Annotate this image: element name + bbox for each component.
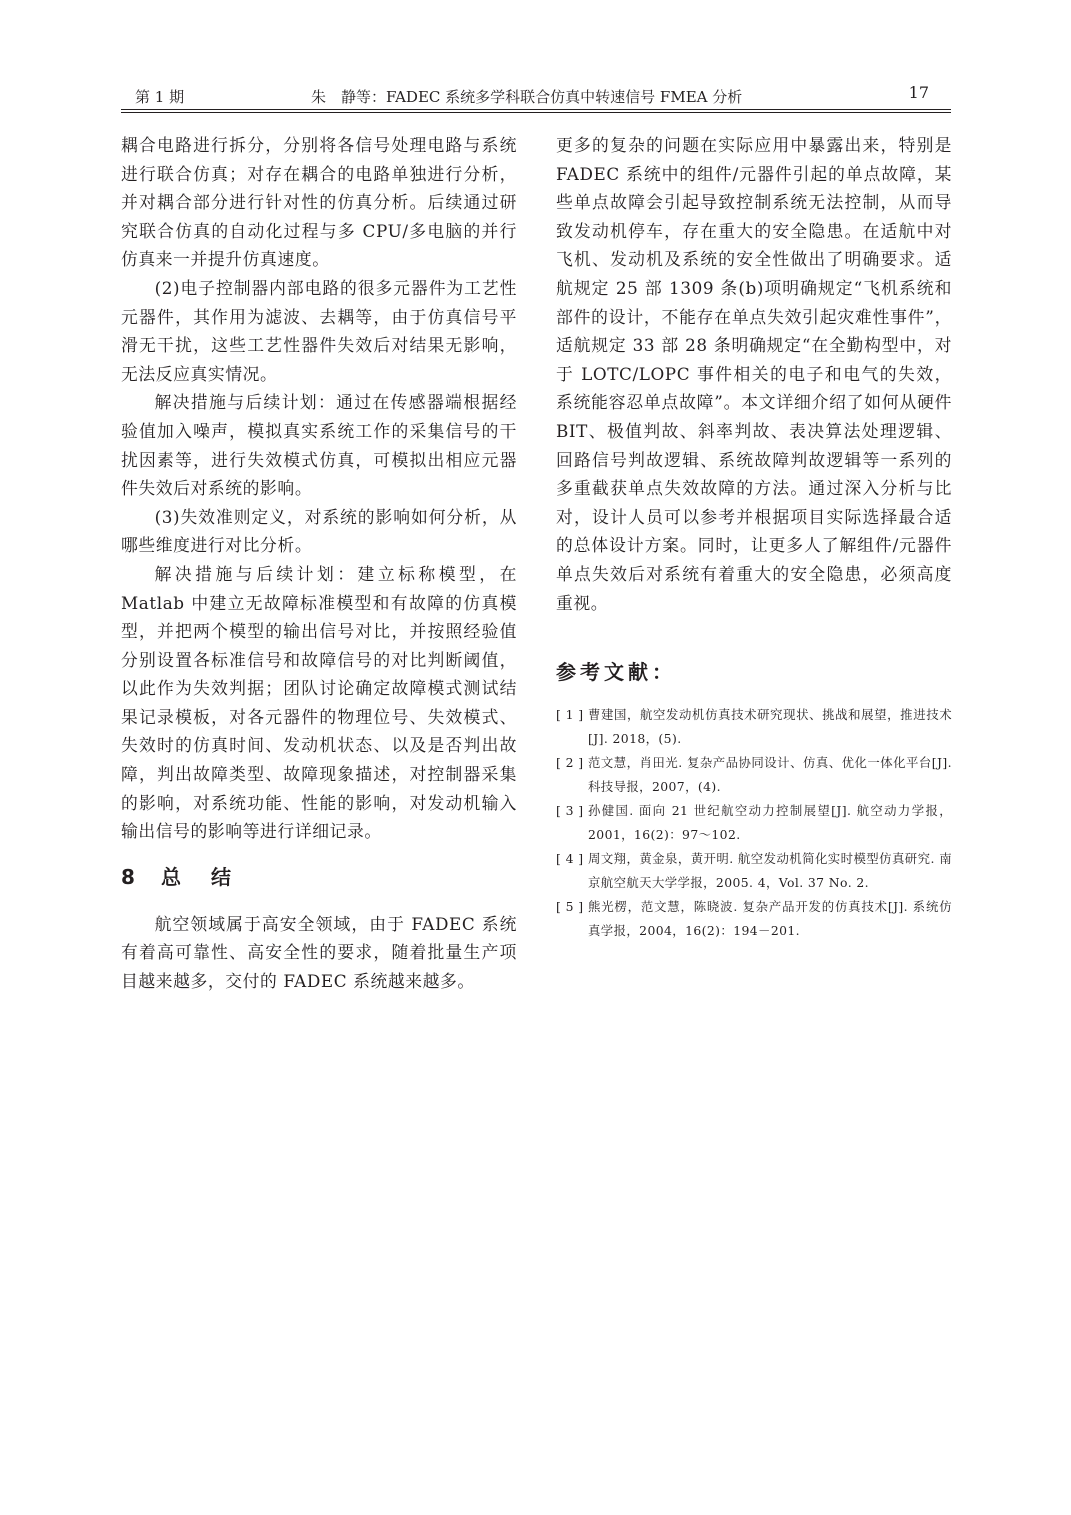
reference-item [556, 895, 952, 943]
body-paragraph: 航空领域属于高安全领域，由于 FADEC 系统有着高可靠性、高安全性的要求，随着批量生产项目越来越多，交付的 FADEC 系统越来越多。 [121, 913, 517, 992]
reference-list [556, 703, 952, 943]
references-heading: 参考文献： [556, 660, 676, 685]
reference-item [556, 751, 952, 799]
reference-item [556, 847, 952, 895]
reference-text: 周文翔，黄金泉，黄开明. 航空发动机简化实时模型仿真研究. 南京航空航天大学学报，2005. 4，Vol. 37 No. 2. [588, 851, 952, 891]
reference-text: 范文慧，肖田光. 复杂产品协同设计、仿真、优化一体化平台[J]. 科技导报，2007，(4). [588, 755, 952, 795]
reference-number: [ 3 ] [556, 803, 584, 819]
reference-item [556, 703, 952, 751]
body-paragraph: 耦合电路进行拆分，分别将各信号处理电路与系统进行联合仿真；对存在耦合的电路单独进行分析，并对耦合部分进行针对性的仿真分析。后续通过研究联合仿真的自动化过程与多 CPU/多电脑的并行仿真来一并提升仿真速度。 [121, 135, 517, 270]
reference-text: 熊光楞，范文慧，陈晓波. 复杂产品开发的仿真技术[J]. 系统仿真学报，2004，16(2)：194－201. [588, 899, 952, 939]
running-title: 朱 静等：FADEC 系统多学科联合仿真中转速信号 FMEA 分析 [311, 88, 743, 106]
issue-label: 第 1 期 [135, 88, 185, 106]
body-paragraph: 解决措施与后续计划：通过在传感器端根据经验值加入噪声，模拟真实系统工作的采集信号的干扰因素等，进行失效模式仿真，可模拟出相应元器件失效后对系统的影响。 [121, 392, 517, 499]
reference-number: [ 5 ] [556, 899, 584, 915]
left-column [121, 131, 517, 996]
reference-text: 孙健国. 面向 21 世纪航空动力控制展望[J]. 航空动力学报，2001，16(2)：97～102. [588, 803, 952, 843]
body-paragraph: 解决措施与后续计划：建立标称模型，在 Matlab 中建立无故障标准模型和有故障的仿真模型，并把两个模型的输出信号对比，并按照经验值分别设置各标准信号和故障信号的对比判断阈值，以此作为失效判据；团队讨论确定故障模式测试结果记录模板，对各元器件的物理位号、失效模式、失效时的仿真时间、发动机状态、以及是否判出故障，判出故障类型、故障现象描述，对控制器采集的影响，对系统功能、性能的影响，对发动机输入输出信号的影响等进行详细记录。 [121, 563, 517, 842]
header-rule-top [121, 109, 951, 110]
reference-text: 曹建国，航空发动机仿真技术研究现状、挑战和展望，推进技术[J]. 2018，(5). [588, 707, 952, 747]
body-paragraph: (2)电子控制器内部电路的很多元器件为工艺性元器件，其作用为滤波、去耦等，由于仿真信号平滑无干扰，这些工艺性器件失效后对结果无影响，无法反应真实情况。 [121, 277, 517, 384]
right-column [556, 131, 952, 943]
reference-number: [ 1 ] [556, 707, 584, 723]
section-number: 8 [121, 864, 135, 889]
header-rule-bottom [121, 112, 951, 113]
reference-item [556, 799, 952, 847]
running-header [121, 84, 951, 110]
page-number: 17 [908, 83, 929, 102]
body-paragraph: 更多的复杂的问题在实际应用中暴露出来，特别是 FADEC 系统中的组件/元器件引起的单点故障，某些单点故障会引起导致控制系统无法控制，从而导致发动机停车，存在重大的安全隐患。在适航中对飞机、发动机及系统的安全性做出了明确要求。适航规定 25 部 1309 条(b)项明确规定“飞机系统和部件的设计，不能存在单点失效引起灾难性事件”，适航规定 33 部 28 条明确规定“在全勤构型中，对于 LOTC/LOPC 事件相关的电子和电气的失效，系统能容忍单点故障”。本文详细介绍了如何从硬件 BIT、极值判故、斜率判故、表决算法处理逻辑、回路信号判故逻辑、系统故障判故逻辑等一系列的多重截获单点失效故障的方法。通过深入分析与比对，设计人员可以参考并根据项目实际选择最合适的总体设计方案。同时，让更多人了解组件/元器件单点失效后对系统有着重大的安全隐患，必须高度重视。 [556, 135, 952, 613]
body-paragraph: (3)失效准则定义，对系统的影响如何分析，从哪些维度进行对比分析。 [121, 506, 517, 556]
section-heading [121, 860, 517, 894]
reference-number: [ 2 ] [556, 755, 584, 771]
section-title: 总结 [161, 864, 261, 889]
reference-number: [ 4 ] [556, 851, 584, 867]
